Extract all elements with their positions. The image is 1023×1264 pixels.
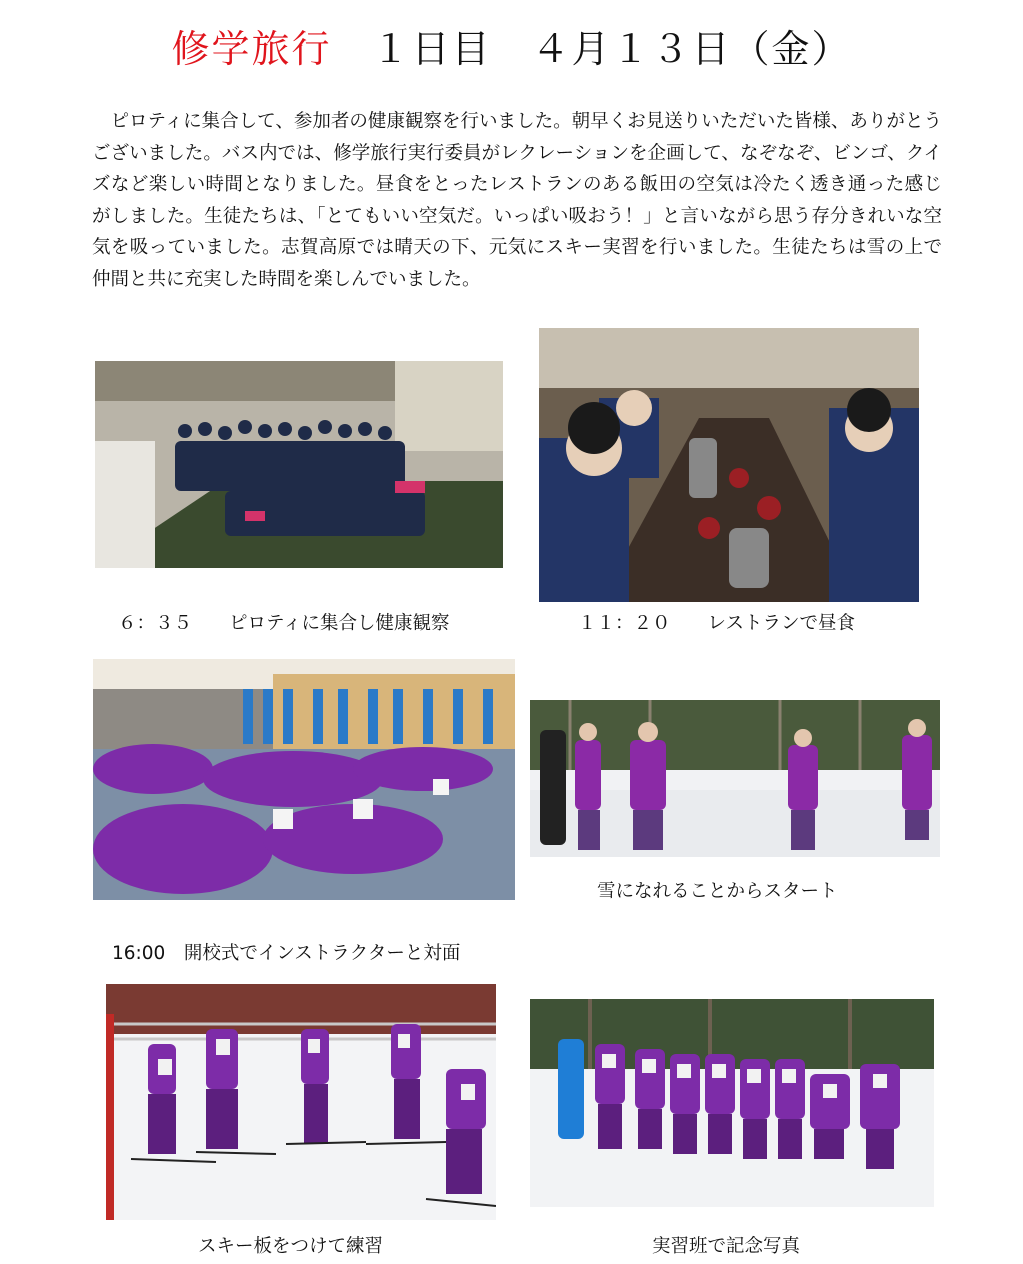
photo-piloti-gathering — [95, 361, 503, 568]
caption-snow-start: 雪になれることからスタート — [597, 881, 838, 902]
photo-opening-ceremony — [93, 659, 515, 900]
photo-ski-practice — [106, 984, 496, 1220]
caption-group-photo: 実習班で記念写真 — [652, 1236, 801, 1257]
intro-paragraph: ピロティに集合して、参加者の健康観察を行いました。朝早くお見送りいただいた皆様、ありがとうございました。バス内では、修学旅行実行委員がレクレーションを企画して、なぞなぞ、ビンゴ、クイズなど楽しい時間となりました。昼食をとったレストランのある飯田の空気は冷たく透き通った感じがしました。生徒たちは、「とてもいい空気だ。いっぱい吸おう！」と言いながら思う存分きれいな空気を吸っていました。志賀高原では晴天の下、元気にスキー実習を行いました。生徒たちは雪の上で仲間と共に充実した時間を楽しんでいました。 — [92, 111, 942, 290]
photo-snow-start — [530, 700, 940, 857]
caption-ski-practice: スキー板をつけて練習 — [198, 1236, 384, 1257]
title-date: １日目 ４月１３日（金） — [331, 27, 852, 71]
caption-piloti: ６：３５ ピロティに集合し健康観察 — [118, 613, 450, 634]
page-title — [0, 18, 1023, 73]
caption-opening-ceremony: 16:00 開校式でインストラクターと対面 — [112, 943, 461, 964]
photo-restaurant-lunch — [539, 328, 919, 602]
photo-group-commemorative — [530, 999, 934, 1207]
title-event: 修学旅行 — [171, 27, 332, 71]
caption-lunch: １１：２０ レストランで昼食 — [578, 613, 855, 634]
